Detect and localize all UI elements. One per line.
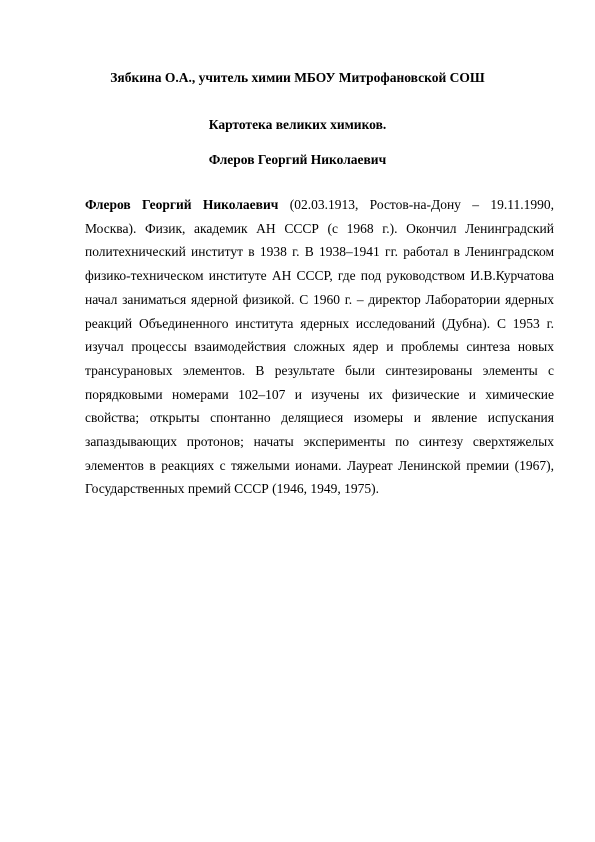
biography-name: Флеров Георгий Николаевич	[85, 197, 279, 212]
biography-text: (02.03.1913, Ростов-на-Дону – 19.11.1990, Москва). Физик, академик АН СССР (с 1968 г.). Окончил Ленинградский политехнический институт в 1938 г. В 1938–1941 гг. работал в Ленинградском физико-техническом институте АН СССР, где под руководством И.В.Курчатова начал заниматься ядерной физикой. С 1960 г. – директор Лаборатории ядерных реакций Объединенного института ядерных исследований (Дубна). С 1953 г. изучал процессы взаимодействия сложных ядер и проблемы синтеза новых трансурановых элементов. В результате были синтезированы элементы с порядковыми номерами 102–107 и изучены их физические и химические свойства; открыты спонтанно делящиеся изомеры и явление испускания запаздывающих протонов; начаты эксперименты по синтезу сверхтяжелых элементов в реакциях с тяжелыми ионами. Лауреат Ленинской премии (1967), Государственных премий СССР (1946, 1949, 1975).	[85, 197, 554, 497]
collection-title: Картотека великих химиков.	[208, 117, 387, 132]
person-title: Флеров Георгий Николаевич	[208, 152, 387, 167]
author-line: Зябкина О.А., учитель химии МБОУ Митрофановской СОШ	[110, 70, 485, 85]
biography-paragraph	[85, 193, 554, 501]
